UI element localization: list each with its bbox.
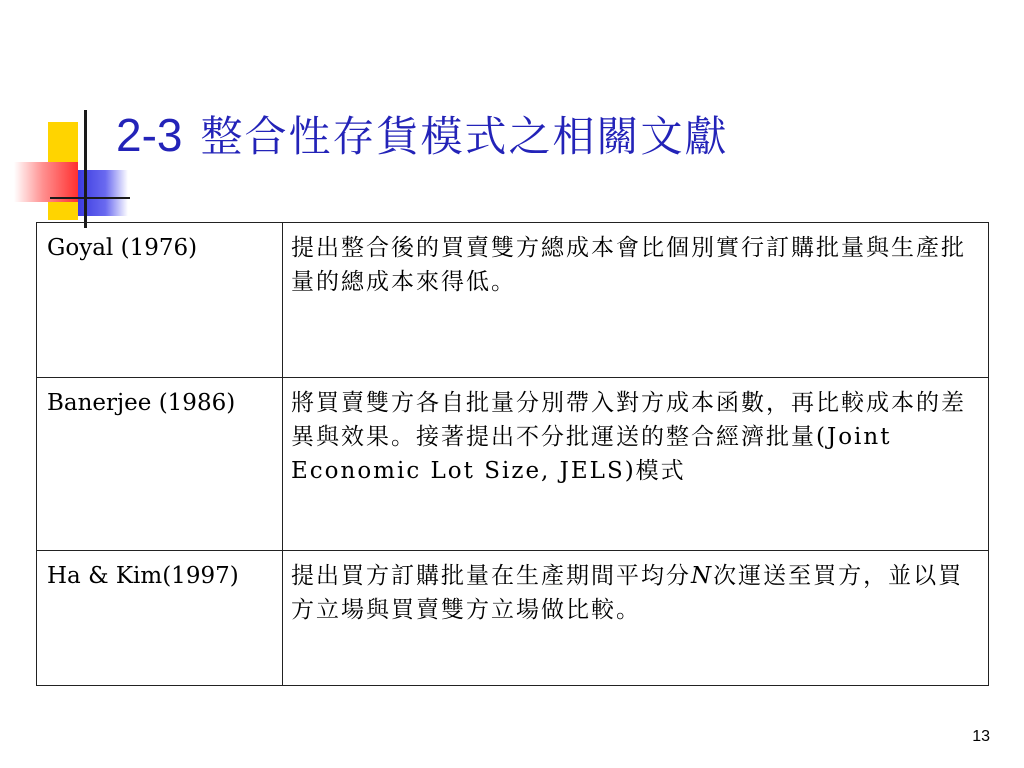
description-italic-n: N	[691, 563, 714, 589]
literature-table	[36, 222, 989, 686]
author-cell: Banerjee (1986)	[37, 378, 283, 551]
title-text: 整合性存貨模式之相關文獻	[200, 112, 729, 161]
author-cell: Ha & Kim(1997)	[37, 551, 283, 686]
table-row	[37, 223, 989, 378]
description-text-part: 提出買方訂購批量在生產期間平均分	[291, 563, 691, 589]
table-row	[37, 551, 989, 686]
table-row	[37, 378, 989, 551]
title-number: 2-3	[116, 109, 183, 161]
description-cell	[283, 551, 989, 686]
author-cell: Goyal (1976)	[37, 223, 283, 378]
decorative-vertical-line	[84, 110, 87, 228]
description-text-part: 次運送至買方，並以買方立場與買賣雙方立場做比較。	[291, 563, 964, 623]
page-number: 13	[972, 728, 990, 745]
description-cell: 提出整合後的買賣雙方總成本會比個別實行訂購批量與生產批量的總成本來得低。	[283, 223, 989, 378]
slide-title	[116, 109, 729, 161]
decorative-red-square	[14, 162, 78, 202]
decorative-horizontal-line	[50, 197, 130, 199]
description-cell: 將買賣雙方各自批量分別帶入對方成本函數，再比較成本的差異與效果。接著提出不分批運送的整合經濟批量(Joint Economic Lot Size, JELS)模式	[283, 378, 989, 551]
